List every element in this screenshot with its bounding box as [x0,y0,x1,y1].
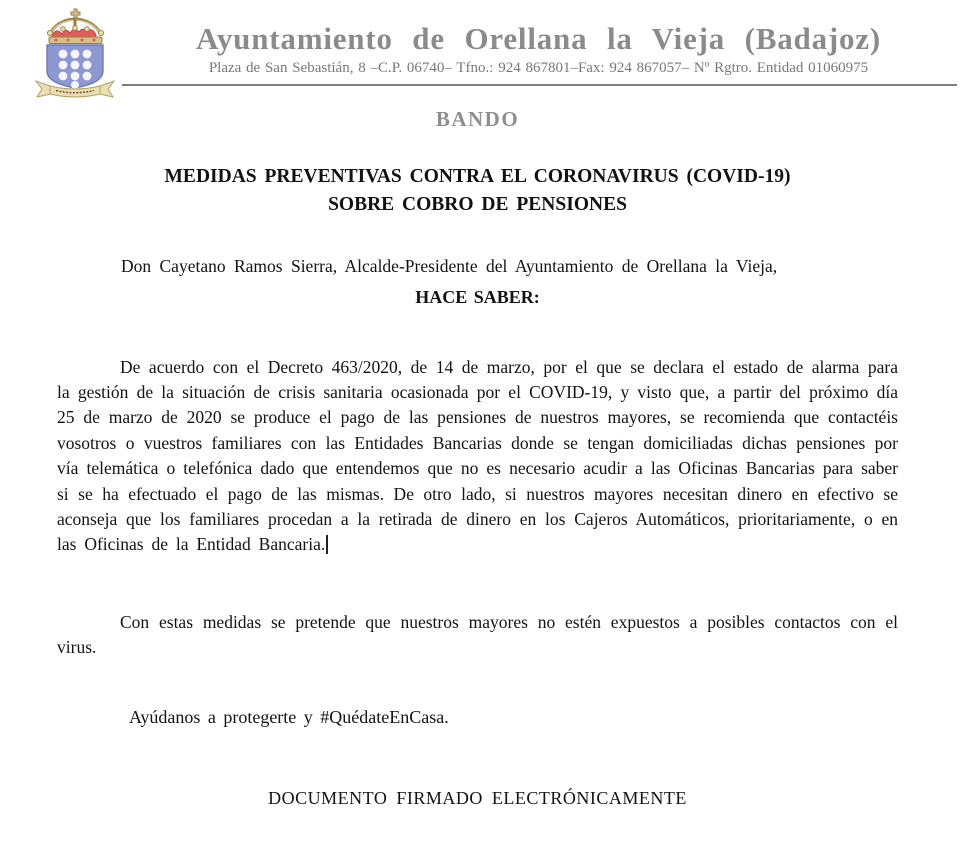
subject-line-1: MEDIDAS PREVENTIVAS CONTRA EL CORONAVIRUS (COVID-19) [164,166,791,187]
main-paragraph-text: De acuerdo con el Decreto 463/2020, de 14 de marzo, por el que se declara el estado de alarma para la gestión de la situación de crisis sanitaria ocasionada por el COVID-19, y visto que, a partir del próximo día 25 de marzo de 2020 se produce el pago de las pensiones de nuestros mayores, se recomienda que contactéis vosotros o vuestros familiares con las Entidades Bancarias donde se tengan domiciliadas dichas pensiones por vía telemática o telefónica dado que entendemos que no es necesario acudir a las Oficinas Bancarias para saber si se ha efectuado el pago de las mismas. De otro lado, si nuestros mayores necesitan dinero en efectivo se aconseja que los familiares procedan a la retirada de dinero en los Cajeros Automáticos, prioritariamente, o en las Oficinas de la Entidad Bancaria. [57,356,898,555]
subject-line-2: SOBRE COBRO DE PENSIONES [328,194,627,216]
document-header [122,21,955,77]
intro-paragraph: Don Cayetano Ramos Sierra, Alcalde-Presidente del Ayuntamiento de Orellana la Vieja, [121,255,778,276]
subject-heading [57,163,898,220]
header-rule [122,84,957,86]
coat-of-arms [30,4,120,100]
hace-saber-heading: HACE SABER: [415,287,540,307]
shield-icon [47,45,103,89]
header-address: Plaza de San Sebastián, 8 –C.P. 06740– Tfno.: 924 867801–Fax: 924 867057– Nº Rgtro. Entidad 01060975 [208,60,869,76]
main-paragraph[interactable] [57,355,898,558]
coat-of-arms-graphic [30,4,120,100]
crown-icon [47,9,103,44]
bando-title: BANDO [435,107,520,131]
text-cursor [326,535,328,554]
header-title: Ayuntamiento de Orellana la Vieja (Badajoz) [196,21,881,56]
hashtag-line: Ayúdanos a protegerte y #QuédateEnCasa. [129,707,449,727]
second-paragraph: Con estas medidas se pretende que nuestros mayores no estén expuestos a posibles contactos con el virus. [57,611,898,657]
signature-line: DOCUMENTO FIRMADO ELECTRÓNICAMENTE [268,788,687,808]
